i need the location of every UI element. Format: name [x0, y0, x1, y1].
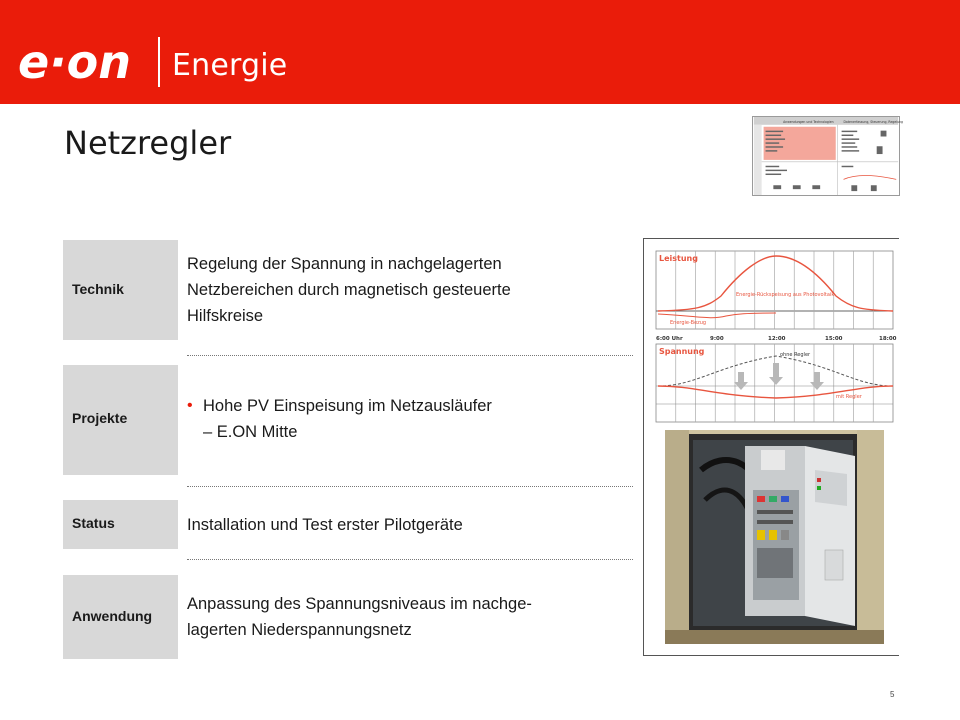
- label-energie-bezug: Energie-Bezug: [670, 320, 707, 326]
- thumb-col1-label: Anwendungen und Technologien: [783, 119, 834, 124]
- label-ohne-regler: ohne Regler: [780, 352, 811, 358]
- bullet-icon: •: [187, 397, 193, 414]
- thumb-col2-label: Datenerfassung, Steuerung, Regelung: [843, 119, 904, 124]
- projekte-sub-text: – E.ON Mitte: [203, 423, 298, 441]
- status-line-1: Installation und Test erster Pilotgeräte: [187, 516, 463, 534]
- thumb-side-bar: [754, 125, 762, 195]
- label-status-box: [63, 500, 178, 549]
- label-leistung: Leistung: [659, 254, 698, 263]
- projekte-bullet-text: Hohe PV Einspeisung im Netzausläufer: [203, 397, 492, 415]
- power-voltage-chart: [656, 246, 897, 426]
- overview-thumbnail: [752, 116, 904, 196]
- anwendung-line-1: Anpassung des Spannungsniveaus im nachge-: [187, 595, 532, 613]
- tick-1800: 18:00: [879, 336, 897, 342]
- text-projekte: [187, 393, 617, 445]
- label-projekte: Projekte: [72, 410, 128, 426]
- divider-3: [187, 559, 633, 560]
- label-technik: Technik: [72, 281, 124, 297]
- label-mit-regler: mit Regler: [836, 394, 862, 400]
- logo-divider: [158, 37, 160, 87]
- eon-logo: [18, 34, 158, 90]
- power-curve: [658, 256, 893, 311]
- technik-line-1: Regelung der Spannung in nachgelagerten: [187, 255, 502, 273]
- tick-0600: 6:00 Uhr: [656, 336, 683, 342]
- slide-title: Netzregler: [64, 124, 232, 162]
- header-bar: [0, 0, 960, 104]
- label-anwendung-box: [63, 575, 178, 659]
- label-pv-feed: Energie-Rückspeisung aus Photovoltaik: [736, 292, 835, 298]
- page-number: 5: [890, 690, 895, 699]
- label-anwendung: Anwendung: [72, 608, 153, 624]
- text-technik: [187, 251, 617, 329]
- text-anwendung: [187, 591, 617, 643]
- label-technik-box: [63, 240, 178, 340]
- label-projekte-box: [63, 365, 178, 475]
- text-status: [187, 512, 617, 538]
- logo-wordmark: e·on: [18, 35, 132, 89]
- technik-line-2: Netzbereichen durch magnetisch gesteuerte: [187, 281, 511, 299]
- tick-0900: 9:00: [710, 336, 724, 342]
- anwendung-line-2: lagerten Niederspannungsnetz: [187, 621, 412, 639]
- brand-subtitle: Energie: [172, 48, 288, 83]
- projekte-bullet-item: [187, 393, 617, 419]
- divider-1: [187, 355, 633, 356]
- label-spannung: Spannung: [659, 347, 705, 356]
- cabinet-photo: [665, 430, 884, 644]
- tick-1200: 12:00: [768, 336, 786, 342]
- technik-line-3: Hilfskreise: [187, 307, 264, 325]
- divider-2: [187, 486, 633, 487]
- tick-1500: 15:00: [825, 336, 843, 342]
- label-status: Status: [72, 515, 115, 531]
